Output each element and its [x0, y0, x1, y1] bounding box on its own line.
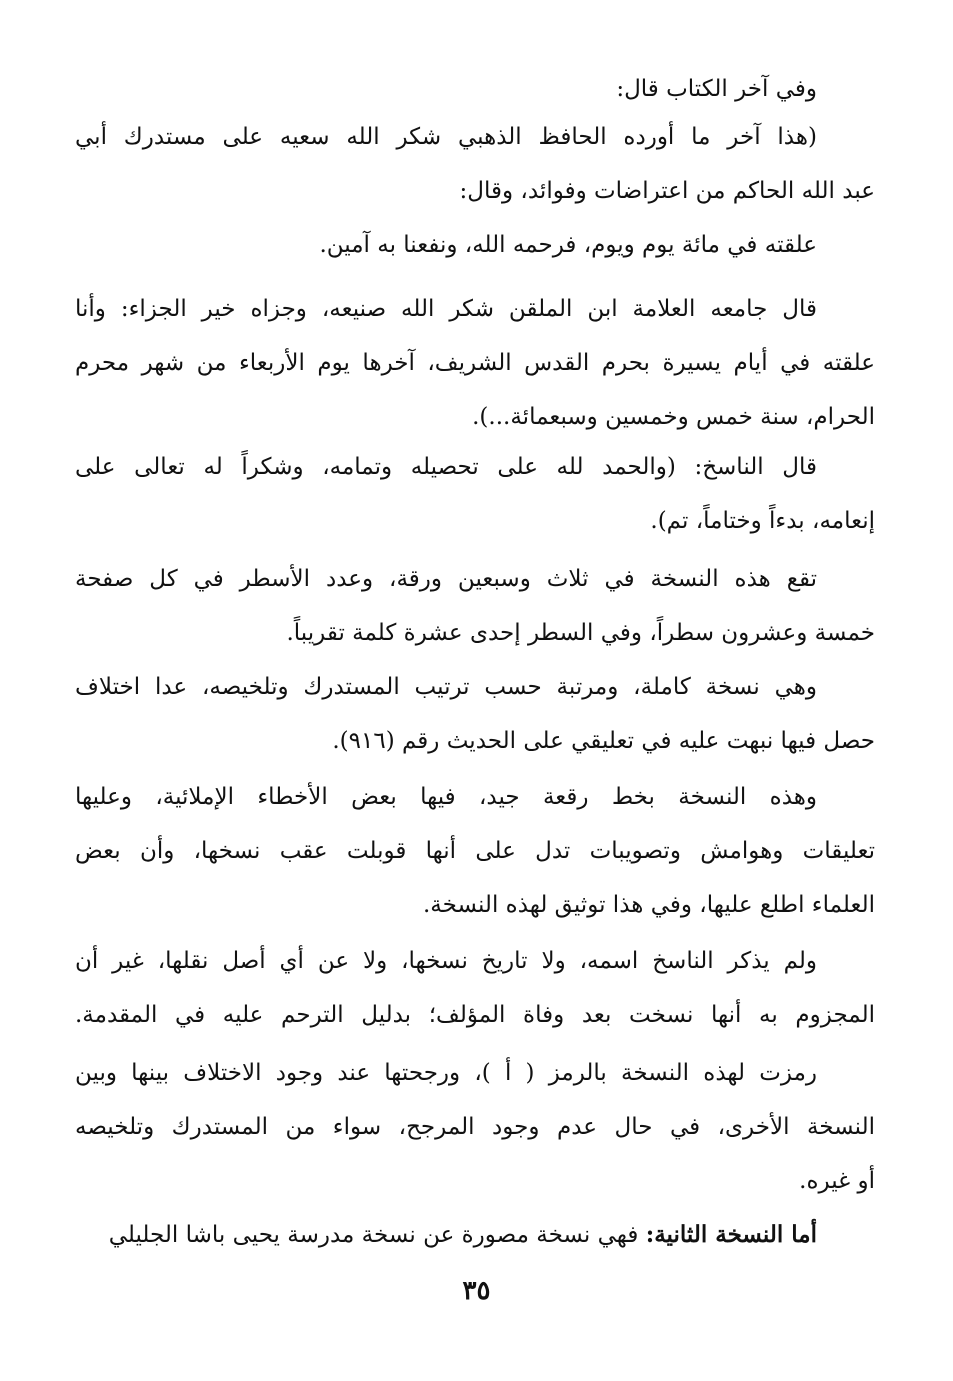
text-line: ولم يذكر الناسخ اسمه، ولا تاريخ نسخها، ولا عن أي أصل نقلها، غير أن — [75, 948, 817, 974]
section-heading-second-copy: أما النسخة الثانية: — [645, 1221, 817, 1248]
text-line: المجزوم به أنها نسخت بعد وفاة المؤلف؛ بدليل الترحم عليه في المقدمة. — [75, 1002, 875, 1028]
text-line: أو غيره. — [799, 1168, 875, 1194]
text-line: تقع هذه النسخة في ثلاث وسبعين ورقة، وعدد الأسطر في كل صفحة — [75, 566, 817, 592]
text-line: النسخة الأخرى، في حال عدم وجود المرجح، سواء من المستدرك وتلخيصه — [75, 1114, 875, 1140]
paragraph-hundred-days — [75, 218, 875, 272]
paragraph-ibn-al-mulaqqin — [75, 282, 875, 444]
paragraph-book-ending — [75, 62, 875, 116]
text-line: وهذه النسخة بخط رقعة جيد، فيها بعض الأخطاء الإملائية، وعليها — [75, 784, 817, 810]
text-line: العلماء اطلع عليها، وفي هذا توثيق لهذه النسخة. — [422, 892, 875, 918]
paragraph-copyist-unknown — [75, 934, 875, 1042]
text-line: وفي آخر الكتاب قال: — [616, 76, 817, 102]
text-line: حصل فيها نبهت عليه في تعليقي على الحديث رقم (٩١٦). — [332, 728, 875, 754]
text-line: الحرام، سنة خمس وخمسين وسبعمائة...). — [472, 404, 875, 430]
text-line: خمسة وعشرون سطراً، وفي السطر إحدى عشرة كلمة تقريباً. — [286, 620, 875, 646]
page-number: ٣٥ — [462, 1276, 491, 1306]
text-line: إنعامه، بدءاً وختاماً، تم). — [650, 508, 875, 534]
text-line: علقته في مائة يوم ويوم، فرحمه الله، ونفعنا به آمين. — [319, 232, 817, 258]
paragraph-dhahabi-quote — [75, 110, 875, 218]
paragraph-copyist — [75, 440, 875, 548]
second-copy-text: فهي نسخة مصورة عن نسخة مدرسة يحيى باشا الجليلي — [108, 1222, 646, 1248]
text-line: قال الناسخ: (والحمد لله على تحصيله وتمامه، وشكراً له تعالى على — [75, 454, 817, 480]
text-line: قال جامعه العلامة ابن الملقن شكر الله صنيعه، وجزاه خير الجزاء: وأنا — [75, 296, 817, 322]
paragraph-second-copy — [75, 1208, 875, 1262]
paragraph-complete-copy — [75, 660, 875, 768]
text-line: رمزت لهذه النسخة بالرمز ( أ )، ورجحتها عند وجود الاختلاف بينها وبين — [75, 1060, 817, 1086]
paragraph-handwriting — [75, 770, 875, 932]
paragraph-folio-count — [75, 552, 875, 660]
text-line — [75, 1208, 875, 1262]
text-line: وهي نسخة كاملة، ومرتبة حسب ترتيب المستدرك وتلخيصه، عدا اختلاف — [75, 674, 817, 700]
text-line: عبد الله الحاكم من اعتراضات وفوائد، وقال: — [459, 178, 875, 204]
text-line: (هذا آخر ما أورده الحافظ الذهبي شكر الله سعيه على مستدرك أبي — [75, 124, 817, 150]
paragraph-symbol-alif — [75, 1046, 875, 1208]
text-line: علقته في أيام يسيرة بحرم القدس الشريف، آخرها يوم الأربعاء من شهر محرم — [75, 350, 875, 376]
text-line: تعليقات وهوامش وتصويبات تدل على أنها قوبلت عقب نسخها، وأن بعض — [75, 838, 875, 864]
